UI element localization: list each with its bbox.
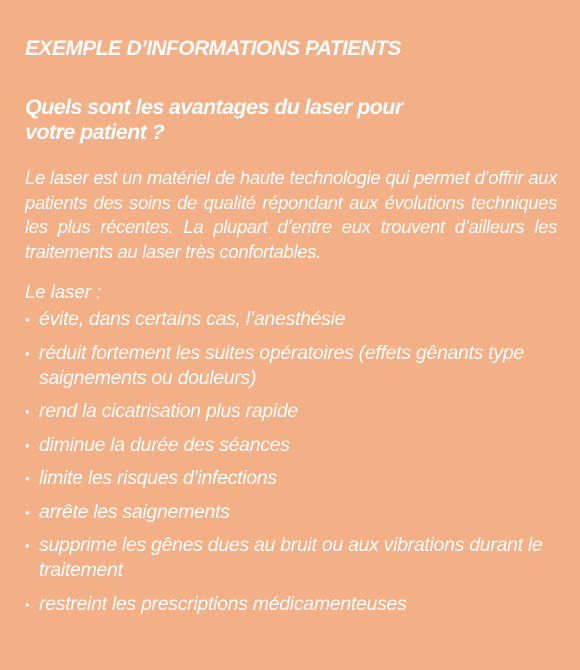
bullet-icon: • [25,345,30,361]
list-item-text: supprime les gênes dues au bruit ou aux vibrations durant le traitement [39,534,543,582]
question-title: Quels sont les avantages du laser pour votre patient ? [25,95,403,144]
intro-paragraph: Le laser est un matériel de haute technologie qui permet d’offrir aux patients des soins de qualité répondant aux évolutions techniques les plus récentes. La plupart d’entre eux trouvent d’ailleurs les traitements au laser très confortables. [25,167,557,262]
list-lead: Le laser : [25,281,102,303]
list-item-text: diminue la durée des séances [39,433,290,456]
bullet-icon: • [25,538,30,554]
benefits-list [25,307,555,617]
list-item-text: restreint les prescriptions médicamenteuses [39,592,407,615]
list-item-text: réduit fortement les suites opératoires (effets gênants type saignements ou douleurs) [39,341,524,389]
bullet-icon: • [25,504,30,520]
list-item [25,533,555,583]
list-item [25,433,555,458]
bullet-icon: • [25,471,30,487]
list-item [25,307,555,332]
list-item-text: limite les risques d’infections [39,467,277,490]
list-item-text: évite, dans certains cas, l’anesthésie [39,308,346,331]
bullet-icon: • [25,404,30,420]
list-item [25,399,555,424]
list-item-text: rend la cicatrisation plus rapide [39,400,298,423]
list-item [25,500,555,525]
bullet-icon: • [25,312,30,328]
bullet-icon: • [25,596,30,612]
list-item [25,341,555,391]
list-item [25,466,555,491]
section-heading: EXEMPLE D’INFORMATIONS PATIENTS [25,37,401,60]
bullet-icon: • [25,437,30,453]
list-item-text: arrête les saignements [39,500,230,523]
list-item [25,592,555,617]
